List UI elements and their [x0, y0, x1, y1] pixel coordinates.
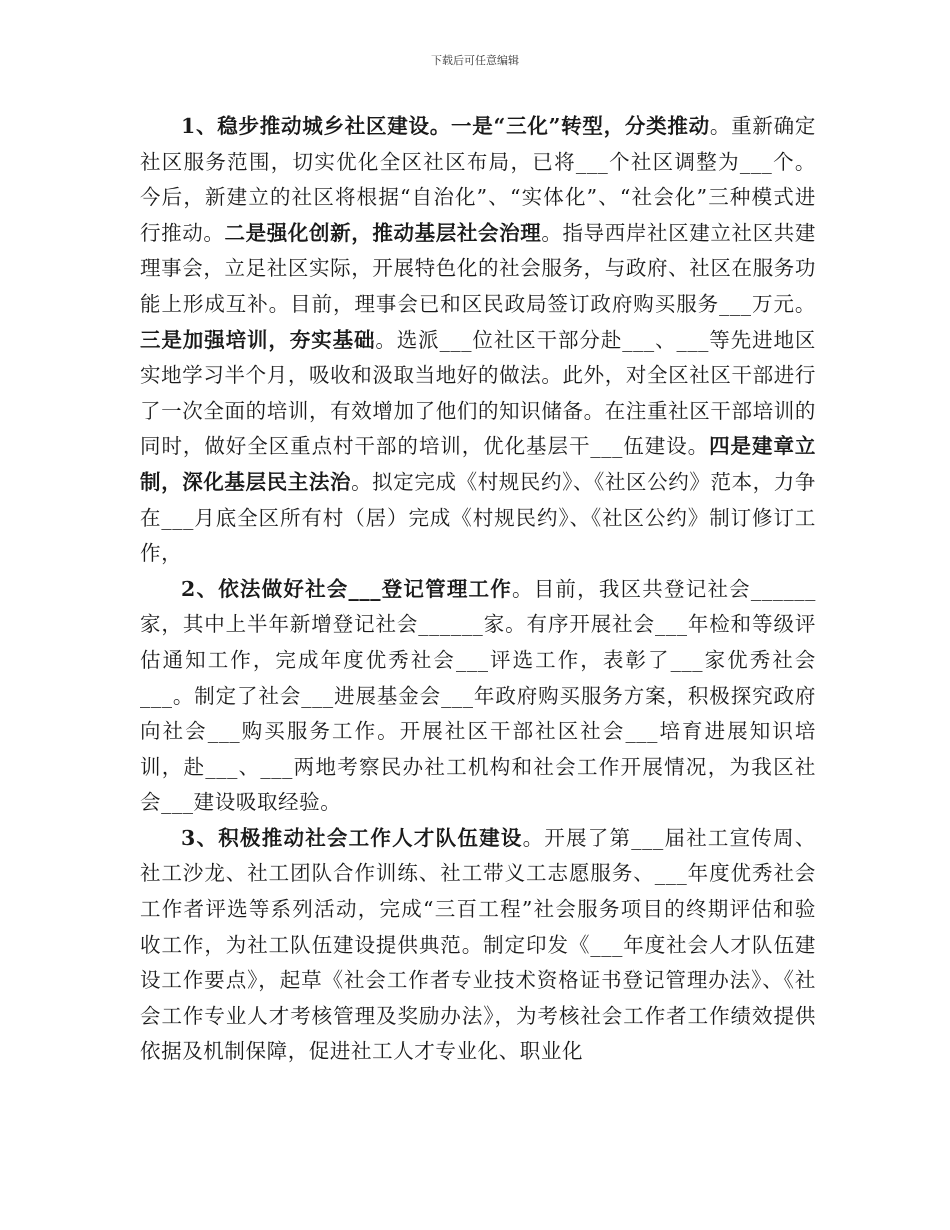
paragraph-text: 。指导西岸社区建立社区共建理事会，立足社区实际，开展特色化的社会服务，与政府、社区在服务功能上形成互补。目前，理事会已和区民政局签订政府购买服务___万元。 [140, 220, 817, 316]
point-three-heading: 三是加强培训，夯实基础 [140, 327, 376, 352]
point-four-heading: 四是建章立制，深化基层民主法治 [140, 434, 817, 494]
point-two-heading: 二是强化创新，推动基层社会治理 [224, 220, 542, 245]
paragraph-3 [140, 821, 816, 1070]
point-one-heading: 一是“三化”转型，分类推动 [451, 114, 710, 138]
page-header: 下载后可任意编辑 [431, 54, 519, 67]
paragraph-2 [140, 572, 816, 821]
paragraph-text: 。目前，我区共登记社会______家，其中上半年新增登记社会______家。有序开展社会___年检和等级评估通知工作，完成年度优秀社会___评选工作，表彰了___家优秀社会___。制定了社会___进展基金会___年政府购买服务方案，积极探究政府向社会___购买服务工作。开展社区干部社区社会___培育进展知识培训，赴___、___两地考察民办社工机构和社会工作开展情况，为我区社会___建设吸取经验。 [140, 576, 817, 815]
document-body [140, 109, 816, 1070]
item-1-heading: 1、稳步推动城乡社区建设。 [181, 114, 452, 138]
item-2-heading: 2、依法做好社会___登记管理工作 [181, 576, 512, 601]
item-3-heading: 3、积极推动社会工作人才队伍建设 [181, 825, 523, 850]
paragraph-text: 。拟定完成《村规民约》、《社区公约》范本，力争在___月底全区所有村（居）完成《村规民约》、《社区公约》制订修订工作， [140, 469, 816, 566]
paragraph-text: 。重新确定社区服务范围，切实优化全区社区布局，已将___个社区调整为___个。今后，新建立的社区将根据“自治化”、“实体化”、“社会化”三种模式进行推动。 [140, 114, 816, 245]
paragraph-text: 。开展了第___届社工宣传周、社工沙龙、社工团队合作训练、社工带义工志愿服务、___年度优秀社会工作者评选等系列活动，完成“三百工程”社会服务项目的终期评估和验收工作，为社工队伍建设提供典范。制定印发《___年度社会人才队伍建设工作要点》，起草《社会工作者专业技术资格证书登记管理办法》、《社会工作专业人才考核管理及奖励办法》，为考核社会工作者工作绩效提供依据及机制保障，促进社工人才专业化、职业化 [140, 825, 816, 1064]
paragraph-text: 。选派___位社区干部分赴___、___等先进地区实地学习半个月，吸收和汲取当地好的做法。此外，对全区社区干部进行了一次全面的培训，有效增加了他们的知识储备。在注重社区干部培训的同时，做好全区重点村干部的培训，优化基层干___伍建设。 [140, 327, 817, 459]
paragraph-1 [140, 109, 816, 572]
